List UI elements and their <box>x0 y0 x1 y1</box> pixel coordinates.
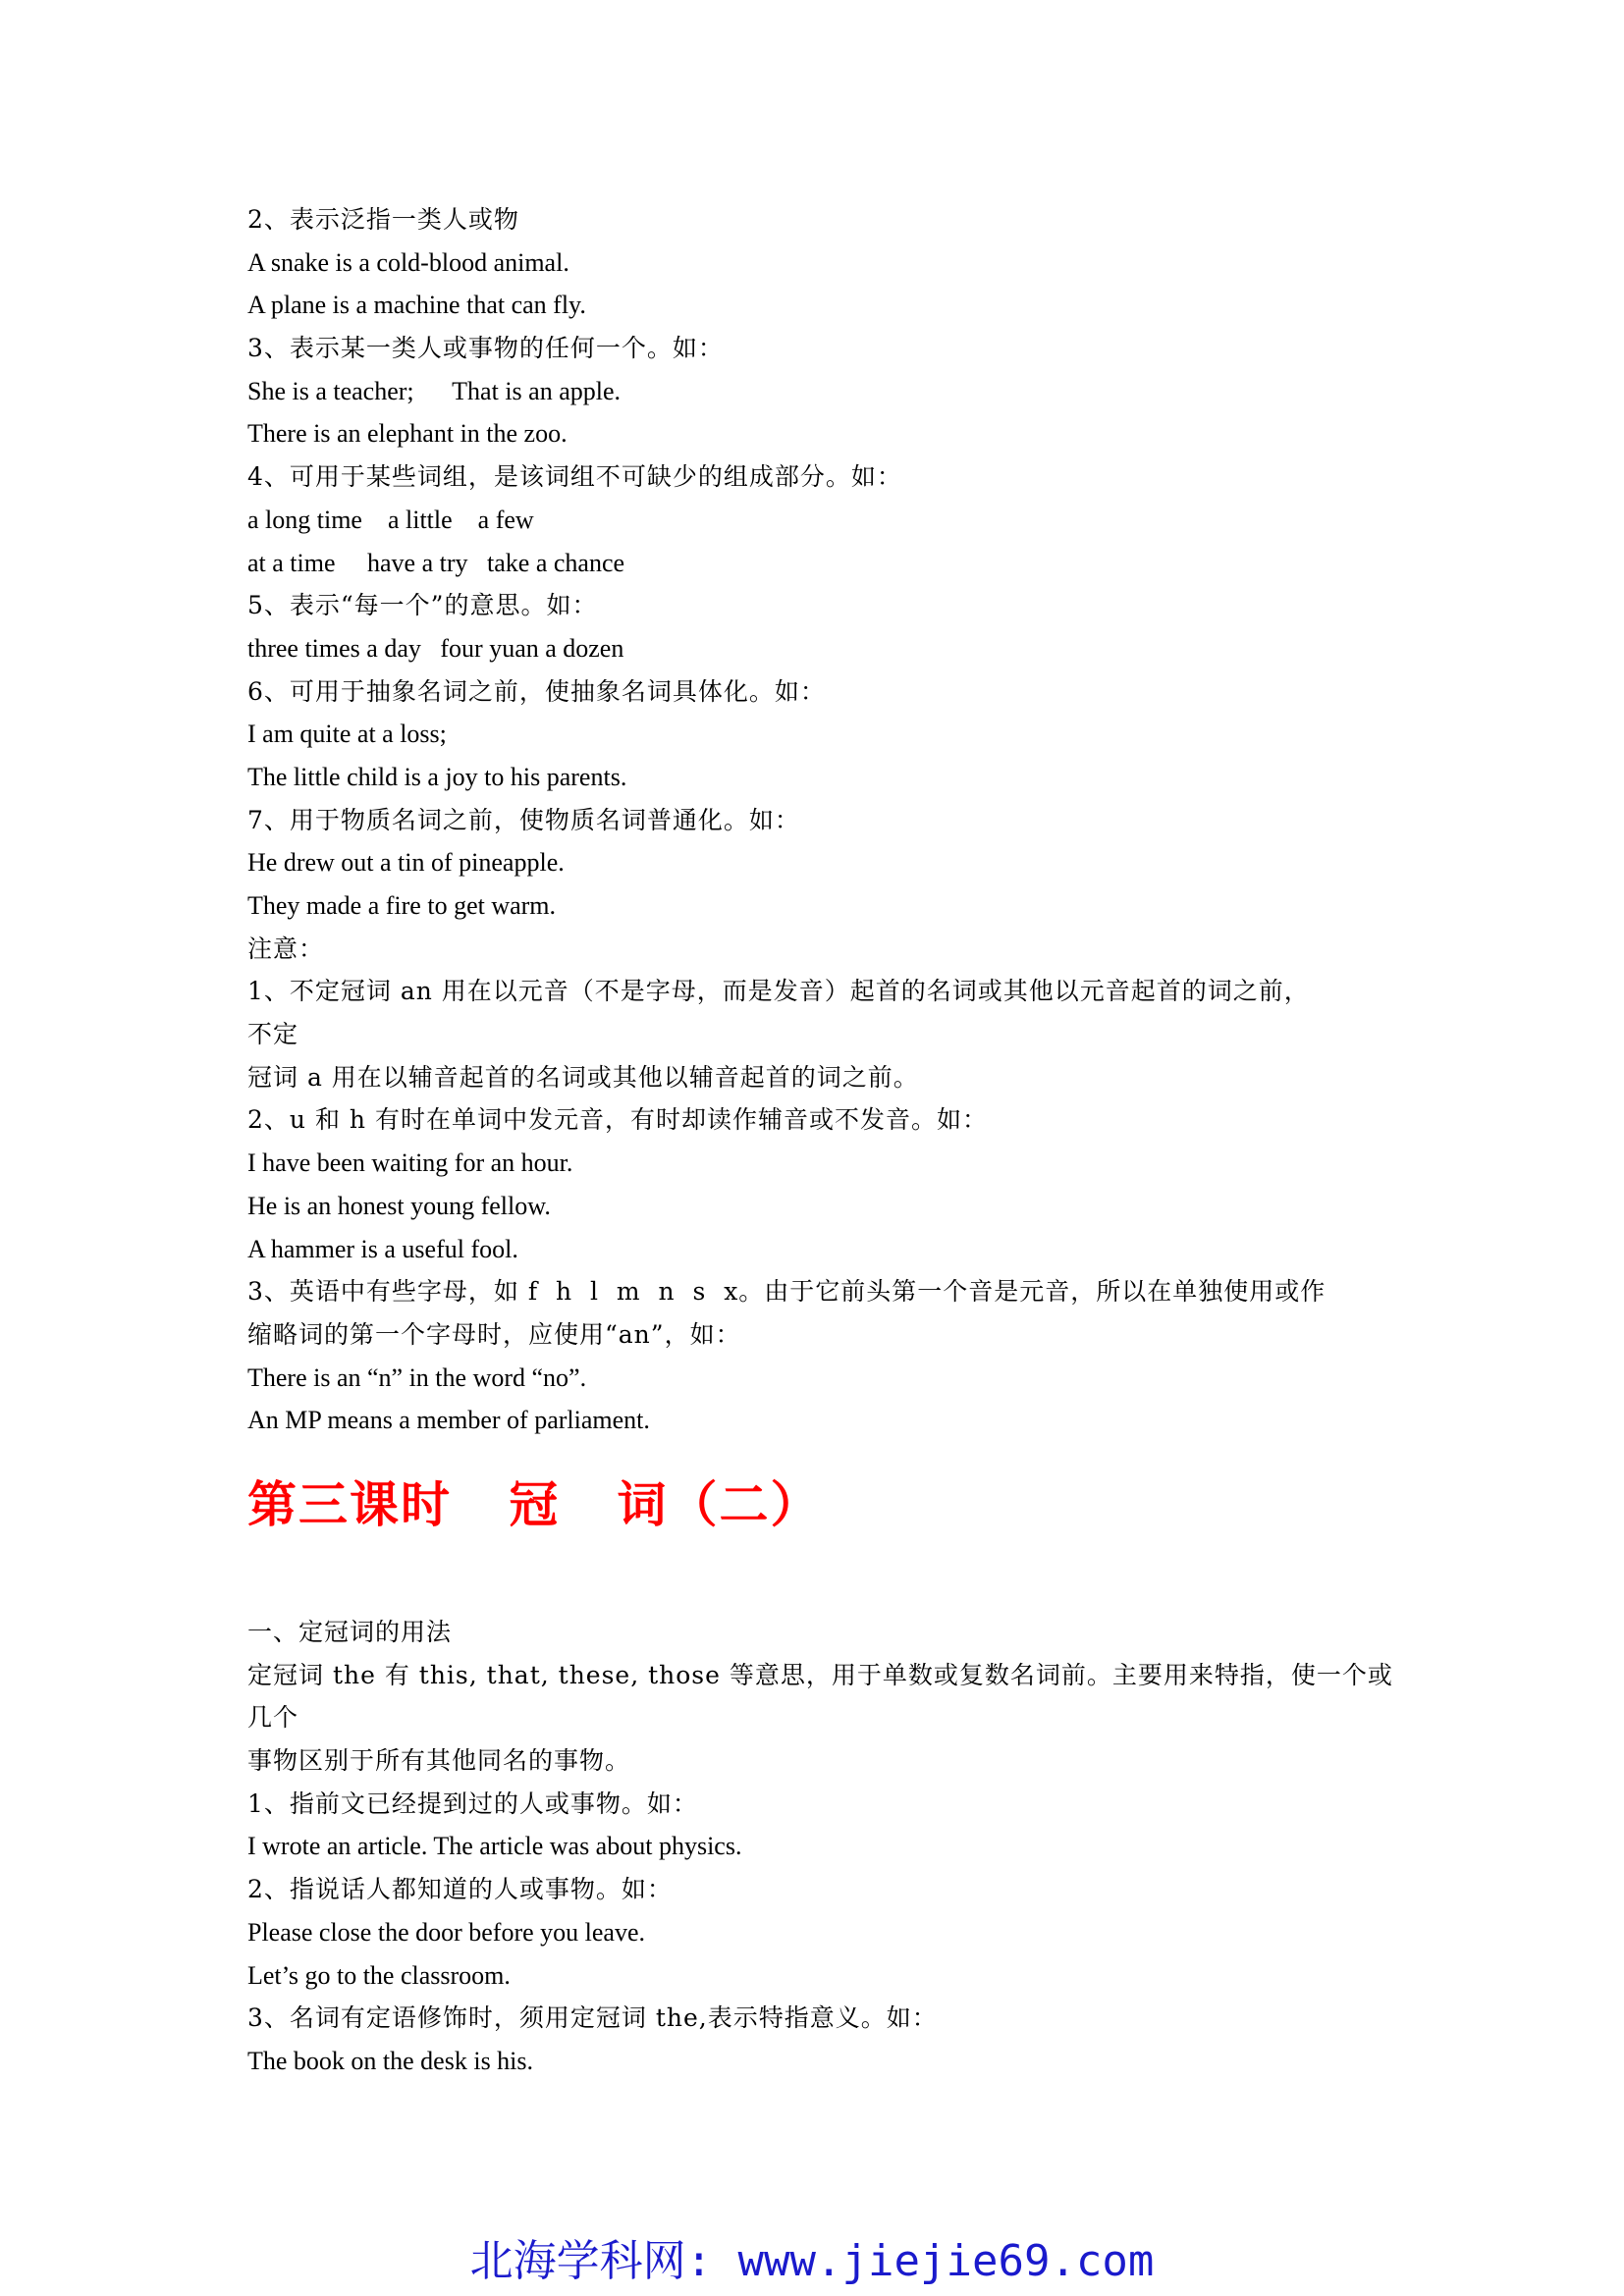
text-line: 事物区别于所有其他同名的事物。 <box>247 1746 631 1776</box>
text-line: 2、指说话人都知道的人或事物。如： <box>247 1875 673 1904</box>
text-line: 定冠词 the 有 this, that, these, those 等意思，用于单数或复数名词前。主要用来特指，使一个或 <box>247 1660 1393 1689</box>
text-line: She is a teacher; That is an apple. <box>247 376 622 405</box>
text-line: at a time have a try take a chance <box>247 548 625 577</box>
text-line: 缩略词的第一个字母时，应使用“an”，如： <box>247 1319 741 1349</box>
text-line: There is an elephant in the zoo. <box>247 419 568 449</box>
text-line: three times a day four yuan a dozen <box>247 633 624 663</box>
indefinite-article-usage-section <box>247 198 1377 1442</box>
text-line: 6、可用于抽象名词之前，使抽象名词具体化。如： <box>247 676 826 706</box>
text-line: A hammer is a useful fool. <box>247 1234 518 1263</box>
text-line: 4、可用于某些词组，是该词组不可缺少的组成部分。如： <box>247 462 902 492</box>
text-line: Let’s go to the classroom. <box>247 1960 511 1990</box>
text-line: 3、英语中有些字母，如 f h l m n s x。由于它前头第一个音是元音，所以在单独使用或作 <box>247 1277 1326 1307</box>
text-line: I have been waiting for an hour. <box>247 1148 573 1178</box>
text-line: 3、表示某一类人或事物的任何一个。如： <box>247 334 724 363</box>
lesson-heading: 第三课时 冠 词（二） <box>247 1476 822 1533</box>
text-line: A plane is a machine that can fly. <box>247 291 586 320</box>
text-line: 2、u 和 h 有时在单词中发元音，有时却读作辅音或不发音。如： <box>247 1105 988 1135</box>
text-line: The little child is a joy to his parents. <box>247 762 627 791</box>
text-line: 冠词 a 用在以辅音起首的名词或其他以辅音起首的词之前。 <box>247 1062 919 1092</box>
text-line: Please close the door before you leave. <box>247 1917 646 1947</box>
text-line: 1、指前文已经提到过的人或事物。如： <box>247 1789 698 1818</box>
text-line: A snake is a cold-blood animal. <box>247 247 569 277</box>
text-line: He drew out a tin of pineapple. <box>247 848 565 878</box>
text-line: 2、表示泛指一类人或物 <box>247 205 519 234</box>
text-line: 一、定冠词的用法 <box>247 1618 453 1646</box>
text-line: I wrote an article. The article was about physics. <box>247 1832 742 1861</box>
text-line: They made a fire to get warm. <box>247 891 557 920</box>
text-line: I am quite at a loss; <box>247 720 447 749</box>
text-line: 不定 <box>247 1020 299 1049</box>
text-line: 3、名词有定语修饰时，须用定冠词 the,表示特指意义。如： <box>247 2003 938 2033</box>
definite-article-usage-section <box>247 1611 1393 2083</box>
text-line: 几个 <box>247 1703 299 1733</box>
text-line: 5、表示“每一个”的意思。如： <box>247 591 598 620</box>
text-line: 注意： <box>247 934 325 963</box>
footer-watermark: 北海学科网: www.jiejie69.com <box>469 2236 1155 2286</box>
text-line: An MP means a member of parliament. <box>247 1406 650 1435</box>
text-line: a long time a little a few <box>247 505 534 534</box>
text-line: He is an honest young fellow. <box>247 1191 551 1220</box>
text-line: There is an “n” in the word “no”. <box>247 1362 587 1392</box>
text-line: 7、用于物质名词之前，使物质名词普通化。如： <box>247 805 800 834</box>
text-line: 1、不定冠词 an 用在以元音（不是字母，而是发音）起首的名词或其他以元音起首的词之前， <box>247 977 1310 1006</box>
text-line: The book on the desk is his. <box>247 2046 534 2075</box>
